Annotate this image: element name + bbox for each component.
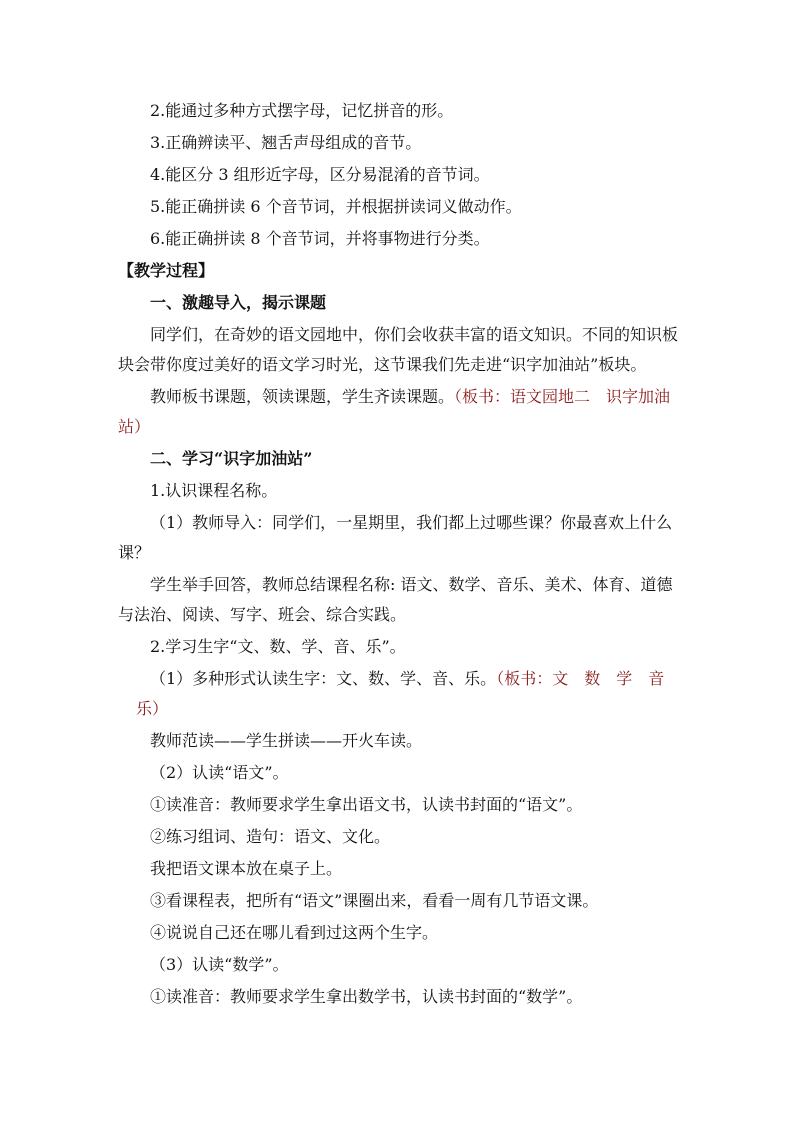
section2-step1-para-line2: 与法治、阅读、写字、班会、综合实践。: [118, 605, 407, 624]
objective-item-5: 5.能正确拼读 6 个音节词，并根据拼读词义做动作。: [150, 197, 522, 216]
section2-step2-sub1: [150, 668, 664, 690]
board-note-1b: 站）: [118, 417, 151, 436]
section2-step2-sub2-d: ④说说自己还在哪儿看到过这两个生字。: [150, 923, 439, 942]
process-heading: 【教学过程】: [118, 261, 215, 280]
section1-para2-text: 教师板书课题，领读课题，学生齐读课题。: [150, 387, 455, 406]
section2-step2-sub1-text: （1）多种形式认读生字：文、数、学、音、乐。: [150, 669, 497, 688]
section2-step2-sub2-b: ②练习组词、造句：语文、文化。: [150, 827, 391, 846]
section1-para1-line2: 块会带你度过美好的语文学习时光，这节课我们先走进“识字加油站”板块。: [118, 355, 647, 374]
board-note-1a: （板书：语文园地二 识字加油: [454, 387, 671, 406]
section2-step1-sub1-line2: 课？: [118, 543, 151, 562]
section2-step2-read: 教师范读——学生拼读——开火车读。: [150, 731, 423, 750]
section2-step1-sub1-line1: （1）教师导入：同学们，一星期里，我们都上过哪些课？你最喜欢上什么: [150, 513, 673, 532]
objective-item-4: 4.能区分 3 组形近字母，区分易混淆的音节词。: [150, 165, 490, 184]
section2-step1-para-line1: 学生举手回答，教师总结课程名称: 语文、数学、音乐、美术、体育、道德: [150, 575, 673, 594]
board-note-2a: （板书：文 数 学 音: [496, 669, 665, 688]
section1-para2-line1: [150, 386, 670, 408]
objective-item-3: 3.正确辨读平、翘舌声母组成的音节。: [150, 133, 422, 152]
section2-step1: 1.认识课程名称。: [150, 481, 278, 500]
board-note-2b: 乐）: [136, 699, 169, 718]
section2-step2-sub2-b-example: 我把语文课本放在桌子上。: [150, 859, 343, 878]
objective-item-6: 6.能正确拼读 8 个音节词，并将事物进行分类。: [150, 229, 490, 248]
section2-step2-sub2-c: ③看课程表，把所有“语文”课圈出来，看看一周有几节语文课。: [150, 891, 599, 910]
section2-step2-sub2: （2）认读“语文”。: [150, 763, 289, 782]
section2-heading: 二、学习“识字加油站”: [150, 449, 313, 468]
section2-step2-sub3: （3）认读“数学”。: [150, 955, 289, 974]
section2-step2: 2.学习生字“文、数、学、音、乐”。: [150, 637, 406, 656]
section1-para1-line1: 同学们，在奇妙的语文园地中，你们会收获丰富的语文知识。不同的知识板: [150, 325, 679, 344]
section2-step2-sub2-a: ①读准音：教师要求学生拿出语文书，认读书封面的“语文”。: [150, 795, 583, 814]
section1-heading: 一、激趣导入，揭示课题: [150, 293, 327, 312]
section2-step2-sub3-a: ①读准音：教师要求学生拿出数学书，认读书封面的“数学”。: [150, 987, 583, 1006]
objective-item-2: 2.能通过多种方式摆字母，记忆拼音的形。: [150, 101, 454, 120]
